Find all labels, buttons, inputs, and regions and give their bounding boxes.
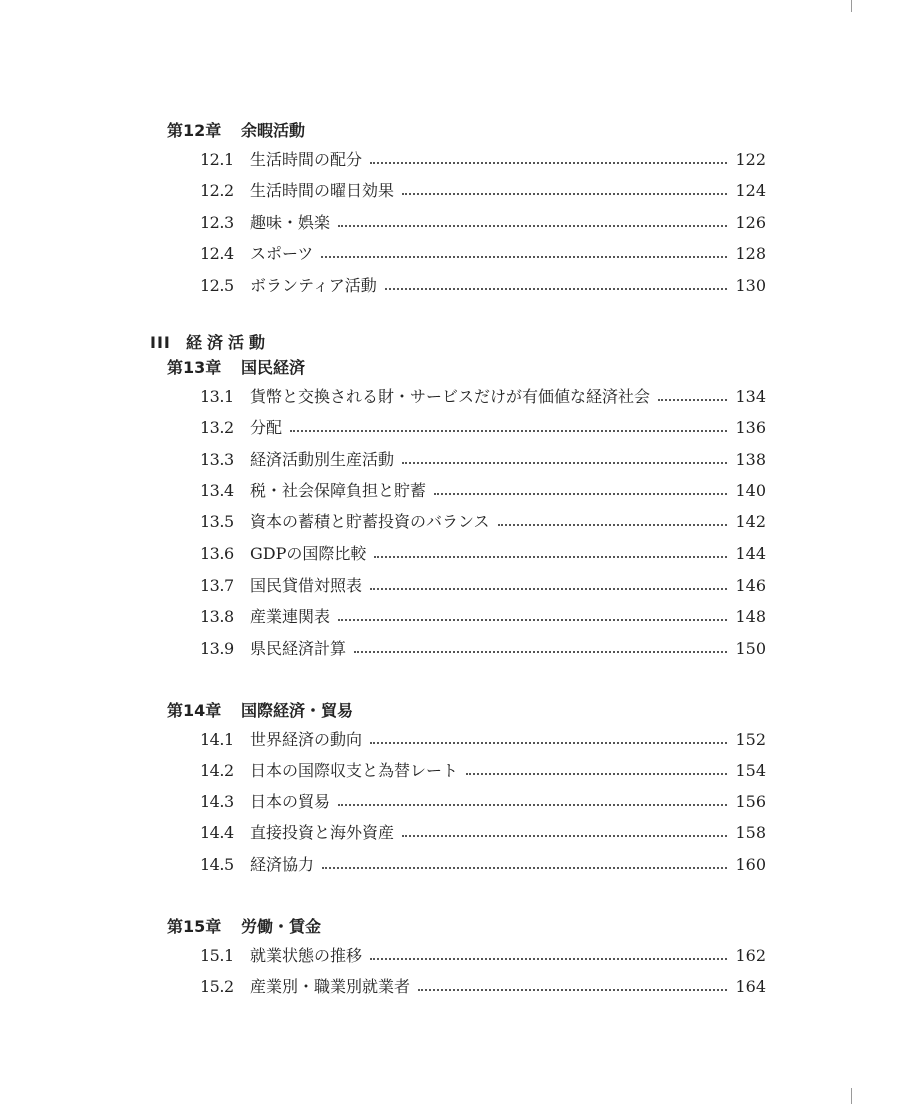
entry-title: 生活時間の配分 [250,150,363,169]
page-number: 146 [735,576,766,595]
chapter-heading [167,917,321,937]
dot-leader [385,288,728,290]
dot-leader [658,399,727,401]
toc-entry[interactable] [200,853,766,877]
page-number: 124 [735,181,766,200]
entry-number: 12.5 [200,276,234,295]
page-number: 130 [735,276,766,295]
page-number: 156 [735,792,766,811]
entry-title: 経済活動別生産活動 [250,450,395,469]
entry-number: 12.1 [200,150,234,169]
toc-entry[interactable] [200,759,766,783]
chapter-label: 第14章 [167,701,222,720]
dot-leader [338,225,727,227]
page-number: 144 [735,544,766,563]
entry-title: 産業別・職業別就業者 [250,977,411,996]
dot-leader [466,773,727,775]
page-number: 138 [735,450,766,469]
chapter-heading [167,121,305,141]
page-number: 128 [735,244,766,263]
toc-entry[interactable] [200,448,766,472]
page-number: 136 [735,418,766,437]
toc-entry[interactable] [200,510,766,534]
toc-entry[interactable] [200,242,766,266]
crop-mark-top [851,0,852,12]
entry-number: 14.3 [200,792,234,811]
toc-entry[interactable] [200,211,766,235]
chapter-heading [167,358,305,378]
entry-number: 13.3 [200,450,234,469]
page-number: 162 [735,946,766,965]
dot-leader [370,162,727,164]
dot-leader [322,867,727,869]
toc-entry[interactable] [200,574,766,598]
entry-number: 15.1 [200,946,234,965]
page-number: 164 [735,977,766,996]
entry-title: 県民経済計算 [250,639,347,658]
entry-number: 12.2 [200,181,234,200]
page-number: 152 [735,730,766,749]
entry-number: 13.2 [200,418,234,437]
toc-entry[interactable] [200,179,766,203]
dot-leader [402,462,727,464]
entry-title: 生活時間の曜日効果 [250,181,395,200]
page-number: 122 [735,150,766,169]
entry-title: 税・社会保障負担と貯蓄 [250,481,427,500]
part-label: III [150,333,171,352]
crop-mark-bottom [851,1088,852,1104]
part-heading [150,333,270,353]
dot-leader [418,989,727,991]
dot-leader [498,524,728,526]
entry-title: 趣味・娯楽 [250,213,331,232]
dot-leader [370,588,727,590]
dot-leader [354,651,727,653]
entry-title: 経済協力 [250,855,315,874]
entry-title: 産業連関表 [250,607,331,626]
entry-title: 日本の貿易 [250,792,331,811]
dot-leader [434,493,727,495]
dot-leader [374,556,727,558]
toc-entry[interactable] [200,728,766,752]
page-number: 126 [735,213,766,232]
entry-number: 13.4 [200,481,234,500]
entry-number: 12.3 [200,213,234,232]
toc-entry[interactable] [200,605,766,629]
chapter-heading [167,701,353,721]
chapter-title: 国際経済・貿易 [241,701,354,720]
entry-title: 直接投資と海外資産 [250,823,395,842]
entry-title: 資本の蓄積と貯蓄投資のバランス [250,512,490,531]
page-number: 150 [735,639,766,658]
dot-leader [321,256,727,258]
dot-leader [290,430,727,432]
entry-number: 12.4 [200,244,234,263]
dot-leader [338,804,727,806]
dot-leader [370,958,727,960]
entry-number: 15.2 [200,977,234,996]
page-number: 148 [735,607,766,626]
entry-number: 14.1 [200,730,234,749]
entry-number: 13.6 [200,544,234,563]
toc-entry[interactable] [200,790,766,814]
entry-title: 貨幣と交換される財・サービスだけが有価値な経済社会 [250,387,651,406]
toc-entry[interactable] [200,416,766,440]
entry-number: 13.1 [200,387,234,406]
entry-title: 日本の国際収支と為替レート [250,761,459,780]
chapter-title: 労働・賃金 [241,917,322,936]
chapter-title: 余暇活動 [241,121,306,140]
toc-entry[interactable] [200,385,766,409]
toc-entry[interactable] [200,944,766,968]
chapter-label: 第12章 [167,121,222,140]
toc-entry[interactable] [200,479,766,503]
chapter-label: 第13章 [167,358,222,377]
toc-entry[interactable] [200,821,766,845]
page-number: 134 [735,387,766,406]
entry-number: 13.9 [200,639,234,658]
entry-number: 13.5 [200,512,234,531]
entry-title: GDPの国際比較 [250,544,367,563]
toc-entry[interactable] [200,637,766,661]
page-number: 142 [735,512,766,531]
entry-title: ボランティア活動 [250,276,377,295]
entry-number: 14.4 [200,823,234,842]
entry-title: 世界経済の動向 [250,730,363,749]
entry-title: 国民貸借対照表 [250,576,363,595]
dot-leader [402,193,727,195]
toc-entry[interactable] [200,274,766,298]
toc-entry[interactable] [200,148,766,172]
entry-number: 14.5 [200,855,234,874]
entry-title: スポーツ [250,244,314,263]
part-title: 経済活動 [186,333,271,352]
page-number: 140 [735,481,766,500]
dot-leader [402,835,727,837]
page-number: 160 [735,855,766,874]
chapter-title: 国民経済 [241,358,306,377]
page-number: 158 [735,823,766,842]
entry-title: 分配 [250,418,283,437]
page-number: 154 [735,761,766,780]
toc-entry[interactable] [200,975,766,999]
toc-entry[interactable] [200,542,766,566]
entry-number: 13.7 [200,576,234,595]
entry-number: 14.2 [200,761,234,780]
entry-title: 就業状態の推移 [250,946,363,965]
chapter-label: 第15章 [167,917,222,936]
entry-number: 13.8 [200,607,234,626]
dot-leader [338,619,727,621]
dot-leader [370,742,727,744]
